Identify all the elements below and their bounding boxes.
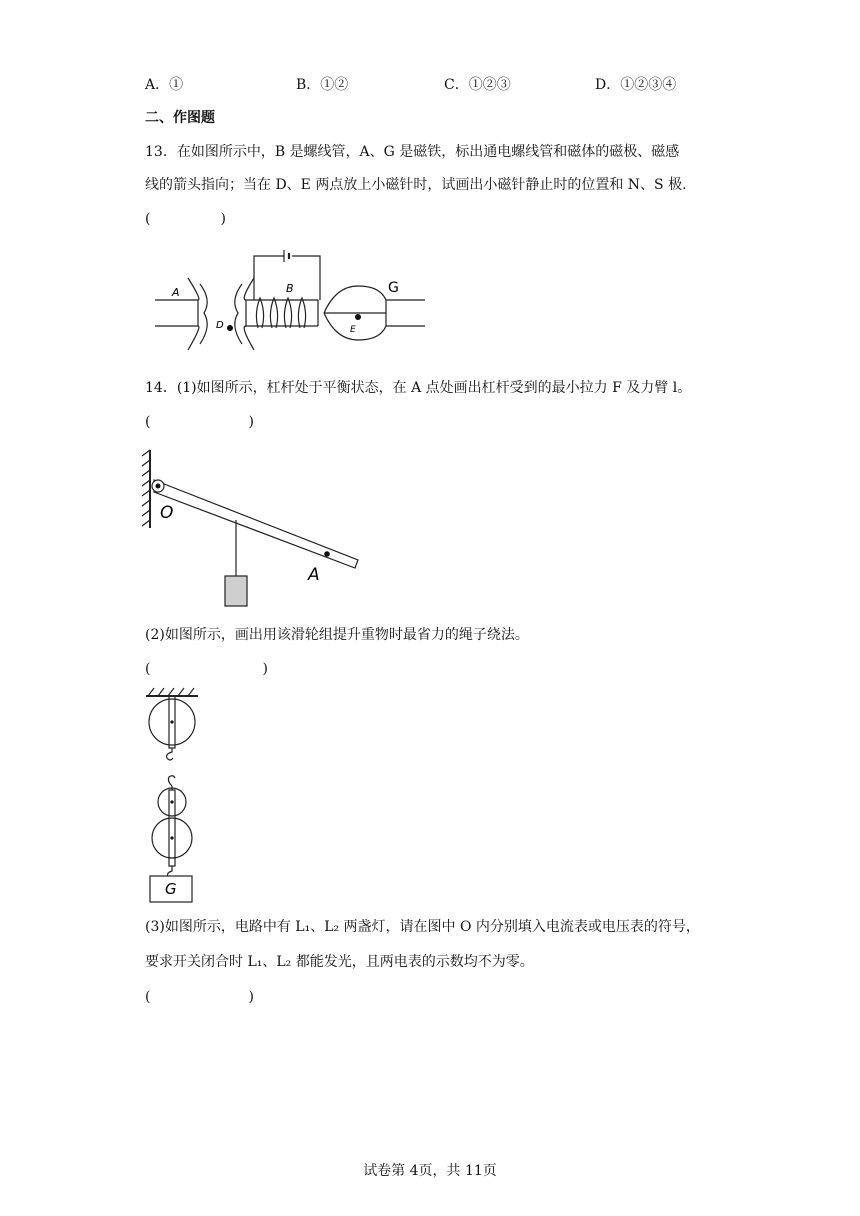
q14-part1-text: 14．(1)如图所示，杠杆处于平衡状态，在 A 点处画出杠杆受到的最小拉力 F 及力臂 l。: [145, 380, 692, 396]
q13-solenoid-figure: [150, 240, 430, 350]
q13-label-g: G: [388, 280, 399, 296]
q14-part1-blank: ( ): [145, 414, 254, 430]
q13-label-a: A: [172, 286, 180, 299]
q13-label-b: B: [286, 282, 294, 295]
q13-label-d: D: [216, 320, 224, 331]
q14-part2-text: (2)如图所示，画出用该滑轮组提升重物时最省力的绳子绕法。: [145, 627, 529, 643]
option-a: A．①: [145, 77, 184, 93]
page-footer: 试卷第 4页，共 11页: [363, 1163, 497, 1179]
section-title: 二、作图题: [145, 110, 215, 126]
q13-answer-blank: ( ): [145, 211, 226, 227]
option-c: C．①②③: [444, 77, 511, 93]
q14-label-o: O: [160, 503, 174, 523]
q14-part3-blank: ( ): [145, 989, 254, 1005]
q13-label-e: E: [350, 325, 356, 335]
q14-part2-blank: ( ): [145, 661, 268, 677]
q13-text-line1: 13．在如图所示中，B 是螺线管，A、G 是磁铁，标出通电螺线管和磁体的磁极、磁感: [145, 144, 680, 160]
q14-part3-text-line1: (3)如图所示，电路中有 L₁、L₂ 两盏灯，请在图中 O 内分别填入电流表或电压表的符号，: [145, 919, 700, 935]
q14-label-a: A: [308, 565, 320, 585]
option-d: D．①②③④: [595, 77, 677, 93]
q14-part3-text-line2: 要求开关闭合时 L₁、L₂ 都能发光，且两电表的示数均不为零。: [145, 954, 534, 970]
q14-pulley-figure: [140, 686, 210, 908]
q13-text-line2: 线的箭头指向；当在 D、E 两点放上小磁针时，试画出小磁针静止时的位置和 N、S 极.: [145, 177, 687, 193]
q14-label-g: G: [165, 880, 177, 898]
q14-lever-figure: [140, 448, 380, 618]
option-b: B．①②: [296, 77, 349, 93]
